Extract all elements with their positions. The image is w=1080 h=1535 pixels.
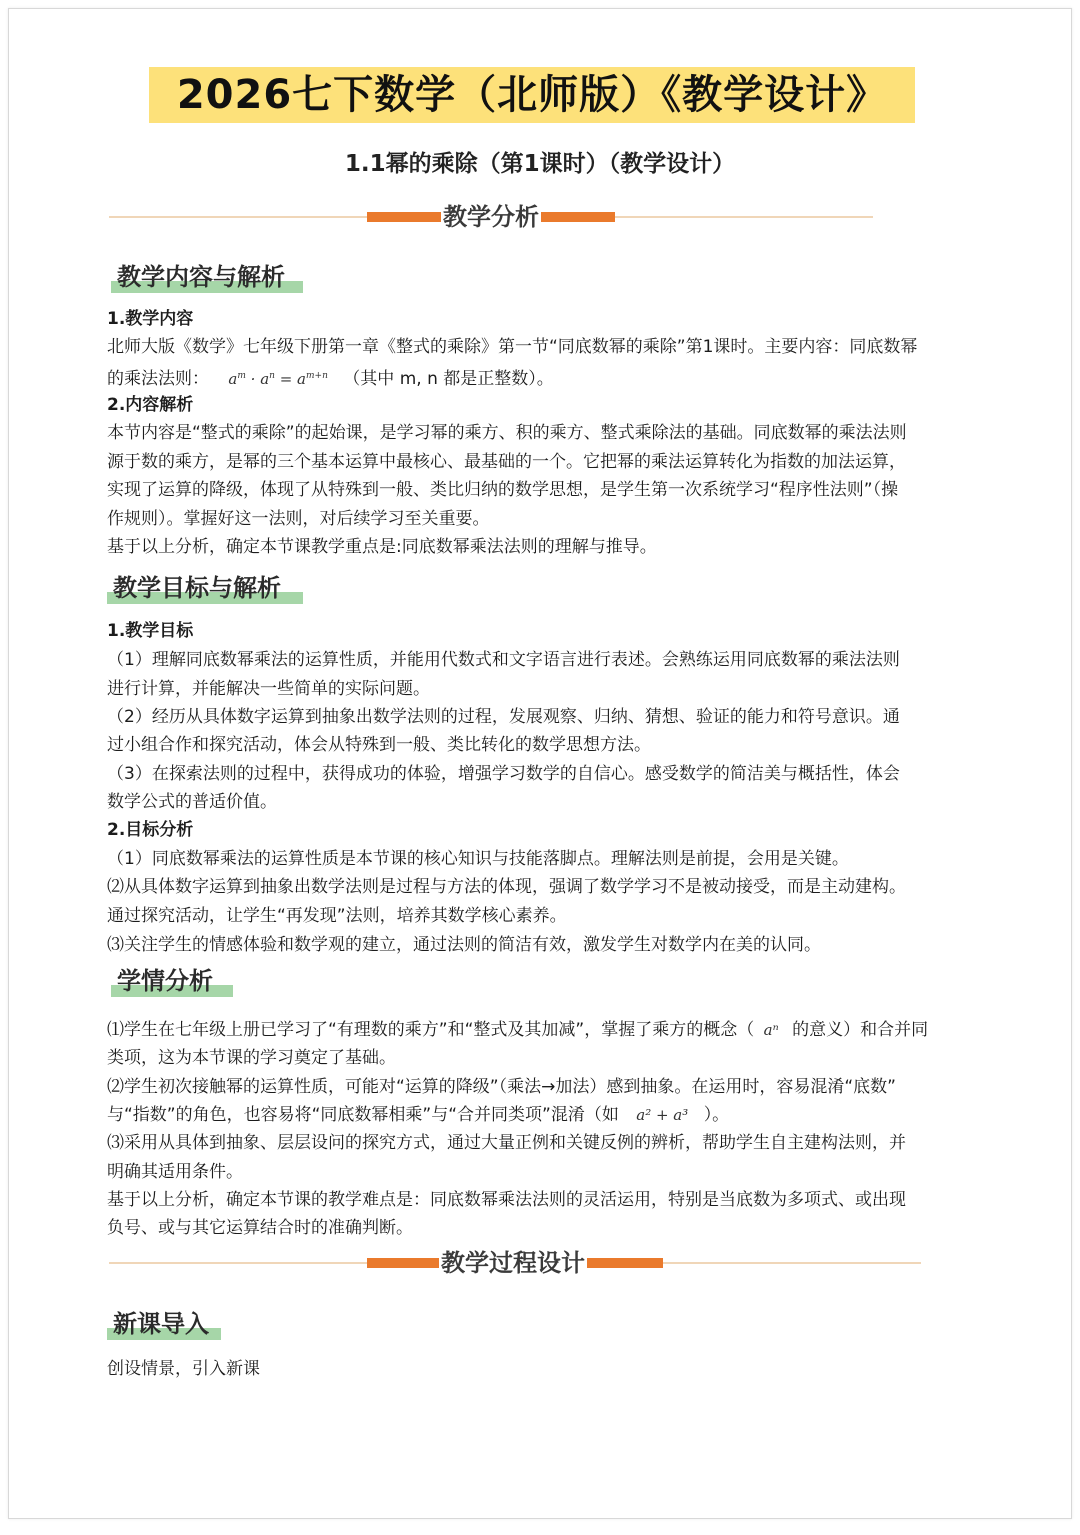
section-heading-text: 学情分析 [117, 966, 213, 995]
subheading-content-analysis: 2.内容解析 [107, 395, 194, 415]
document-title: 2026七下数学（北师版）《教学设计》 [149, 67, 915, 123]
formula-power: aⁿ [763, 1021, 779, 1039]
formula-power-product: $a^m \cdot a^n = a^{m+n}$ [228, 370, 328, 388]
subheading-teaching-content: 1.教学内容 [107, 309, 194, 329]
paragraph-line: ⑶关注学生的情感体验和数学观的建立，通过法则的简洁有效，激发学生对数学内在美的认同。 [107, 935, 821, 955]
section-heading-text: 教学内容与解析 [117, 262, 285, 291]
paragraph-line: （1）同底数幂乘法的运算性质是本节课的核心知识与技能落脚点。理解法则是前提，会用是关键。 [107, 849, 849, 869]
paragraph-line: 北师大版《数学》七年级下册第一章《整式的乘除》第一节“同底数幂的乘除”第1课时。主要内容：同底数幂 [107, 337, 918, 357]
document-page [8, 8, 1072, 1519]
divider-teaching-analysis [109, 202, 873, 232]
paragraph-line: 本节内容是“整式的乘除”的起始课，是学习幂的乘方、积的乘方、整式乘除法的基础。同底数幂的乘法法则 [107, 423, 907, 443]
subheading-teaching-goals: 1.教学目标 [107, 621, 194, 641]
divider-label: 教学过程设计 [441, 1248, 585, 1277]
paragraph-line: 明确其适用条件。 [107, 1162, 243, 1182]
subheading-goal-analysis: 2.目标分析 [107, 820, 194, 840]
paragraph-line: 进行计算，并能解决一些简单的实际问题。 [107, 679, 430, 699]
lesson-subtitle: 1.1幂的乘除（第1课时）（教学设计） [344, 151, 736, 177]
paragraph-line: ⑴学生在七年级上册已学习了“有理数的乘方”和“整式及其加减”，掌握了乘方的概念（ aⁿ 的意义）和合并同 [107, 1020, 929, 1040]
paragraph-line: 数学公式的普适价值。 [107, 792, 277, 812]
paragraph-line: 实现了运算的降级，体现了从特殊到一般、类比归纳的数学思想，是学生第一次系统学习“程序性法则”（操 [107, 480, 899, 500]
paragraph-line: （2）经历从具体数字运算到抽象出数学法则的过程，发展观察、归纳、猜想、验证的能力和符号意识。通 [107, 707, 900, 727]
formula-sum-example: a² + a³ [636, 1106, 689, 1124]
paragraph-line: ⑶采用从具体到抽象、层层设问的探究方式，通过大量正例和关键反例的辨析，帮助学生自主建构法则，并 [107, 1133, 906, 1153]
paragraph-line: 的乘法法则： $a^m \cdot a^n = a^{m+n}$ （其中 m, n 都是正整数）。 [107, 369, 554, 389]
paragraph-line: 作规则）。掌握好这一法则，对后续学习至关重要。 [107, 509, 490, 529]
paragraph-line: （3）在探索法则的过程中，获得成功的体验，增强学习数学的自信心。感受数学的简洁美与概括性，体会 [107, 764, 900, 784]
paragraph-line: ⑵学生初次接触幂的运算性质，可能对“运算的降级”（乘法→加法）感到抽象。在运用时，容易混淆“底数” [107, 1077, 896, 1097]
divider-label: 教学分析 [443, 202, 539, 231]
paragraph-line: ⑵从具体数字运算到抽象出数学法则是过程与方法的体现，强调了数学学习不是被动接受，而是主动建构。 [107, 877, 906, 897]
paragraph-line: 过小组合作和探究活动，体会从特殊到一般、类比转化的数学思想方法。 [107, 735, 651, 755]
paragraph-line: 源于数的乘方，是幂的三个基本运算中最核心、最基础的一个。它把幂的乘法运算转化为指数的加法运算， [107, 452, 906, 472]
section-heading-text: 教学目标与解析 [113, 573, 281, 602]
paragraph-line: 创设情景，引入新课 [107, 1359, 260, 1379]
paragraph-line: 类项，这为本节课的学习奠定了基础。 [107, 1048, 396, 1068]
paragraph-line: 负号、或与其它运算结合时的准确判断。 [107, 1218, 413, 1238]
paragraph-line: 通过探究活动，让学生“再发现”法则，培养其数学核心素养。 [107, 906, 567, 926]
section-heading-text: 新课导入 [113, 1309, 209, 1338]
paragraph-line: 与“指数”的角色，也容易将“同底数幂相乘”与“合并同类项”混淆（如 a² + a³ ）。 [107, 1105, 730, 1125]
paragraph-line: 基于以上分析，确定本节课的教学难点是：同底数幂乘法法则的灵活运用，特别是当底数为多项式、或出现 [107, 1190, 906, 1210]
paragraph-line: （1）理解同底数幂乘法的运算性质，并能用代数式和文字语言进行表述。会熟练运用同底数幂的乘法法则 [107, 650, 900, 670]
paragraph-line: 基于以上分析，确定本节课教学重点是:同底数幂乘法法则的理解与推导。 [107, 537, 657, 557]
